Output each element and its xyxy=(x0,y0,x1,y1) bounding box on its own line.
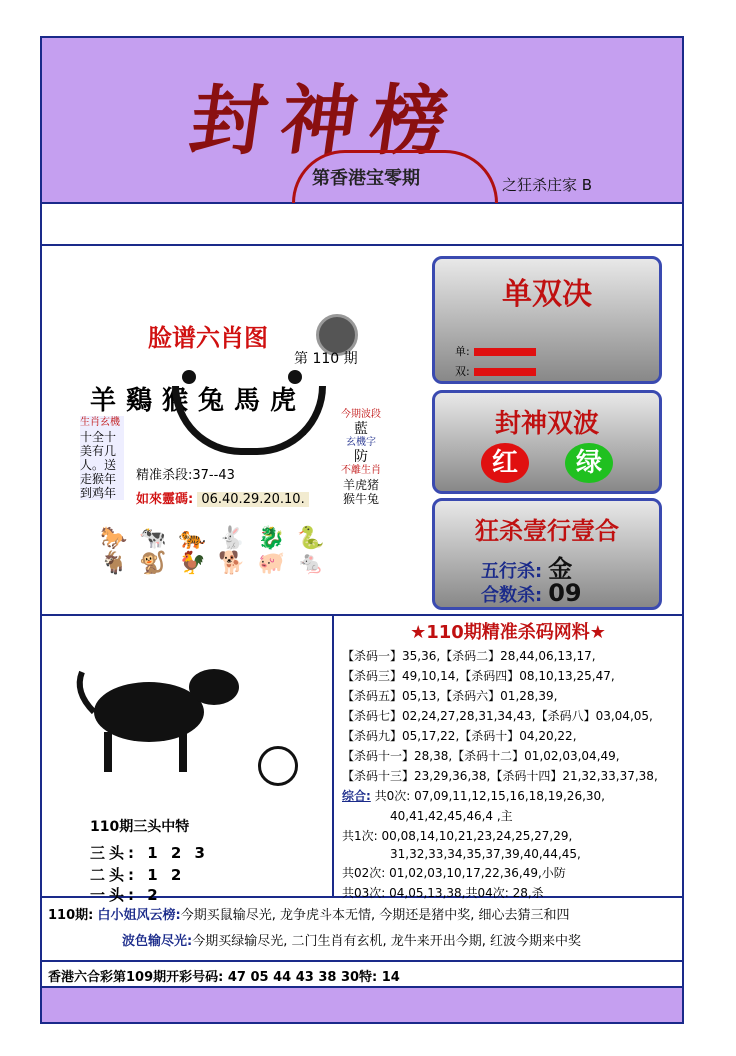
sum-value: 09 xyxy=(548,579,582,607)
donkey-icon xyxy=(64,632,244,782)
double-label: 双: xyxy=(455,365,470,378)
element-title: 狂杀壹行壹合 xyxy=(475,517,619,545)
code-line: 【杀码一】35,36,【杀码二】28,44,06,13,17, xyxy=(342,649,596,663)
summary-line: 共02次: 01,02,03,10,17,22,36,49,小防 xyxy=(342,866,566,880)
heads-panel xyxy=(42,616,334,904)
summary-label: 综合: xyxy=(342,789,371,803)
footer-period: 110期: xyxy=(48,908,94,923)
wave-panel xyxy=(432,390,662,494)
code-line: 【杀码三】49,10,14,【杀码四】08,10,13,25,47, xyxy=(342,669,615,683)
kill-code-label: 如來靈碼: xyxy=(136,492,194,507)
sum-row xyxy=(481,579,582,607)
footer-label-2: 波色输尽光: xyxy=(122,934,193,949)
side-right xyxy=(338,408,384,506)
heads-row-2 xyxy=(90,864,185,885)
header xyxy=(42,38,682,204)
page-title: 封神榜 xyxy=(184,76,468,165)
draw-text: 香港六合彩第109期开彩号码: 47 05 44 43 38 30特: 14 xyxy=(48,970,400,985)
footer-lines xyxy=(42,898,682,962)
wave-title: 封神双波 xyxy=(494,409,599,439)
middle-section xyxy=(42,246,682,616)
page-frame xyxy=(40,36,684,1024)
kill-seg-value: 37--43 xyxy=(192,468,235,483)
green-ball: 绿 xyxy=(565,443,613,483)
summary-line: 31,32,33,34,35,37,39,40,44,45, xyxy=(390,847,581,861)
kill-code-value: 06.40.29.20.10. xyxy=(197,492,308,507)
face-period: 第 110 期 xyxy=(294,351,358,367)
red-ball: 红 xyxy=(481,443,529,483)
summary-line: 40,41,42,45,46,4 ,主 xyxy=(390,809,513,823)
heads-label: 一头: xyxy=(90,886,138,904)
heads-label: 二头: xyxy=(90,866,138,884)
element-panel xyxy=(432,498,662,610)
issue-label: 第香港宝零期 xyxy=(312,168,420,189)
heads-title: 110期三头中特 xyxy=(90,819,190,835)
heads-value: 1 2 xyxy=(147,866,186,884)
heads-value: 2 xyxy=(147,886,162,904)
draw-results xyxy=(42,962,682,988)
summary-line xyxy=(342,787,682,804)
single-label: 单: xyxy=(455,345,470,358)
double-bar xyxy=(474,368,536,376)
codes-title: ★110期精准杀码网料★ xyxy=(410,622,606,643)
soccer-ball-icon xyxy=(258,746,298,786)
side-right-mid: 玄機字 xyxy=(346,437,376,448)
blank-row xyxy=(42,204,682,246)
summary-text: 共0次: 07,09,11,12,15,16,18,19,26,30, xyxy=(374,789,605,803)
summary-line: 共03次: 04,05,13,38,共04次: 28,杀 xyxy=(342,886,544,900)
code-line: 【杀码十一】28,38,【杀码十二】01,02,03,04,49, xyxy=(342,749,620,763)
smile-icon xyxy=(172,386,326,455)
side-right-bottom: 羊虎猪猴牛兔 xyxy=(342,478,379,506)
face-title: 脸谱六肖图 xyxy=(148,324,268,352)
code-line: 【杀码五】05,13,【杀码六】01,28,39, xyxy=(342,689,558,703)
face-panel xyxy=(76,306,416,596)
kill-code xyxy=(136,488,309,507)
code-line: 【杀码七】02,24,27,28,31,34,43,【杀码八】03,04,05, xyxy=(342,709,653,723)
footer-text-2: 今期买绿输尽光, 二门生肖有玄机, 龙牛来开出今期, 红波今期来中奖 xyxy=(192,934,581,949)
side-right-top: 今期波段 xyxy=(341,409,381,420)
brand-label: 之狂杀庄家 B xyxy=(502,176,593,194)
side-right-char: 防 xyxy=(354,449,368,465)
five-value: 金 xyxy=(548,555,573,583)
code-line: 【杀码九】05,17,22,【杀码十】04,20,22, xyxy=(342,729,577,743)
single-double-panel xyxy=(432,256,662,384)
footer-line-2 xyxy=(122,930,581,949)
single-double-title: 单双决 xyxy=(502,277,592,312)
footer-bar xyxy=(42,988,682,1022)
five-label: 五行杀: xyxy=(481,561,543,582)
side-right-bottom-label: 不離生肖 xyxy=(341,465,381,476)
single-row xyxy=(455,343,536,359)
animal-icons: 🐎🐄🐅🐇🐉🐍 🐐🐒🐓🐕🐖🐁 xyxy=(100,526,337,576)
summary-line: 共1次: 00,08,14,10,21,23,24,25,27,29, xyxy=(342,829,573,843)
codes-panel xyxy=(334,616,682,900)
side-left xyxy=(80,416,124,500)
heads-label: 三头: xyxy=(90,844,138,862)
footer-text-1: 今期买鼠输尽光, 龙争虎斗本无情, 今期还是猪中奖, 细心去猜三和四 xyxy=(180,908,570,923)
footer-label-1: 白小姐风云榜: xyxy=(97,908,181,923)
heads-row-3 xyxy=(90,842,209,863)
zodiac-row: 羊鷄猴兔馬虎 xyxy=(90,386,307,416)
kill-seg-label: 精准杀段: xyxy=(136,468,193,483)
sum-label: 合数杀: xyxy=(481,585,543,606)
single-bar xyxy=(474,348,536,356)
side-left-label: 生肖玄機 xyxy=(80,417,120,428)
double-row xyxy=(455,363,536,379)
footer-line-1 xyxy=(48,904,569,923)
kill-segment xyxy=(136,464,235,483)
code-line: 【杀码十三】23,29,36,38,【杀码十四】21,32,33,37,38, xyxy=(342,769,658,783)
side-right-color: 藍 xyxy=(354,421,368,437)
side-left-text: 十全十美有几人。送走猴年到鸡年 xyxy=(80,430,117,500)
heads-value: 1 2 3 xyxy=(147,844,209,862)
bottom-section xyxy=(42,616,682,904)
